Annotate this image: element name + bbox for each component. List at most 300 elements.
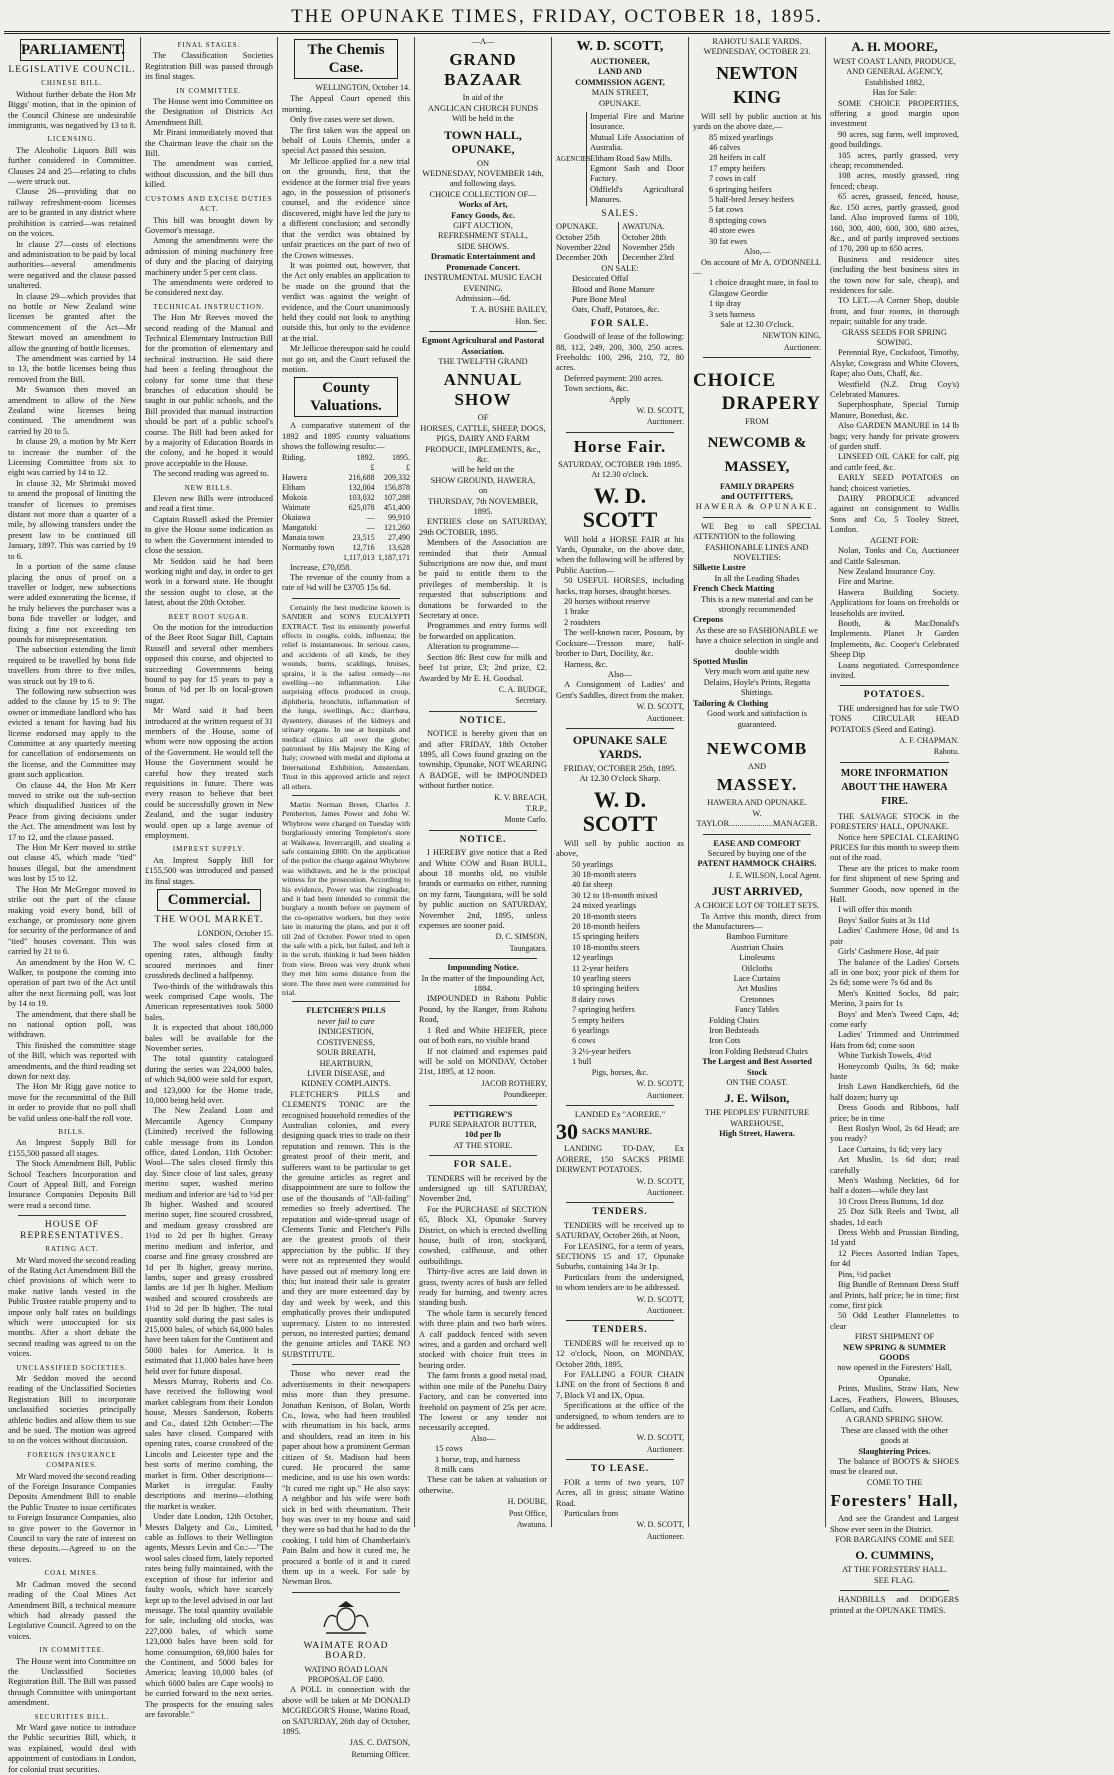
signature: J. E. WILSON, Local Agent. bbox=[728, 870, 821, 880]
section-heading: FINAL STAGES. bbox=[177, 41, 241, 49]
paragraph: This bill was brought down by Governor's message. bbox=[145, 215, 273, 235]
signature: Auctioneer. bbox=[646, 1306, 684, 1315]
text-line: This is a new material and can be strongly recommended bbox=[701, 594, 813, 615]
paragraph: The wool sales closed firm at opening rates, although faulty scoured merinoes and finer crossbreds declined a halfpenny. bbox=[145, 939, 273, 981]
paragraph: 65 acres, grassed, fenced, house, &c. 150 acres, partly grassed, good land. Also improved farms of 100, 160, 300, 400, 600, 300, 680 acres, &c., and of partly improved sections of 170, 200 up to 650 acres. bbox=[830, 192, 959, 254]
stock-item: 6 cows bbox=[572, 1036, 596, 1046]
table-cell: 99,910 bbox=[388, 512, 410, 522]
paragraph: For LEASING, for a term of years, SECTIONS 15 and 17, Opunake Suburbs, containing 14a 3r 1p. bbox=[556, 1241, 684, 1272]
table-cell: 625,078 bbox=[348, 502, 375, 512]
section-heading: SECURITIES BILL. bbox=[34, 1712, 110, 1721]
text-line: Pigs, horses, &c. bbox=[591, 1067, 649, 1077]
paragraph: Will sell by public auction as above, bbox=[556, 838, 684, 859]
section-heading: CHINESE BILL. bbox=[41, 79, 103, 88]
table-cell: 23,515 bbox=[352, 532, 375, 542]
price-item: 25 Doz Silk Reels and Twist, all shades, 1d each bbox=[830, 1207, 959, 1227]
section-heading: COAL MINES. bbox=[44, 1569, 100, 1578]
ailment-item: HEARTBURN, bbox=[319, 1058, 373, 1068]
price-item: Men's Knitted Socks, 8d pair; Merino, 3 pairs for 1s bbox=[830, 988, 959, 1009]
cummins-heading: O. CUMMINS, bbox=[855, 1548, 934, 1563]
text-line: THURSDAY, 7th NOVEMBER, 1895. bbox=[428, 496, 538, 516]
royal-arms-icon bbox=[318, 1597, 374, 1637]
text-line: will be held on the bbox=[451, 465, 515, 475]
goods-item: Iron Bedsteads bbox=[709, 1026, 760, 1036]
paragraph: 20 horses without reserve bbox=[564, 597, 650, 607]
masthead: THE OPUNAKE TIMES, FRIDAY, OCTOBER 18, 1895. bbox=[4, 4, 1110, 34]
column-4 bbox=[415, 37, 552, 1527]
lease-heading: TO LEASE. bbox=[590, 1464, 650, 1475]
tenders-heading: TENDERS. bbox=[592, 1325, 648, 1336]
paragraph: Martin Norman Breen, Charles J. Pemberton, James Power and John W. Whybrow were charged on Tuesday with burglariously entering Templeton's store at Waikawa, Invercargill, and stealing a safe containing £800. On the application of the police the charge against Whybrow was withdrawn, and he is the principal witness for the prosecution. According to his evidence, Power was the ringleader, and it had been intended to commit the burglary a month before on payment of the co-operative workers, but they were late in maturing the plans, and put it off till 2nd of October. Power tried to open the safe with a pick, but failed, and left it in the scrub, thinking it had been hidden from view. Breen was very drunk when they met him some distance from the store. The three men were committed for trial. bbox=[282, 799, 410, 998]
ailment-item: COSTIVENESS, bbox=[317, 1037, 375, 1047]
table-row bbox=[282, 523, 410, 533]
signature: D. C. SIMSON, bbox=[495, 932, 547, 942]
paragraph: In clause 29, a motion by Mr Kerr to increase the number of the Licensing Committee from six to eight was carried by 14 to 12. bbox=[8, 437, 136, 478]
column-5 bbox=[552, 37, 689, 1541]
stock-item: 7 cows in calf bbox=[709, 174, 756, 184]
signature: Auctioneer. bbox=[646, 417, 684, 427]
divider bbox=[566, 1202, 674, 1203]
paragraph: 50 USEFUL HORSES, including hacks, trap horses, draught horses. bbox=[556, 576, 684, 596]
paragraph: An amendment by the Hon W. C. Walker, to postpone the coming into operation of part two of the Act until after the next licensing poll, was lost by 14 to 19. bbox=[8, 957, 136, 1009]
table-cell: 1,117,013 bbox=[342, 552, 375, 562]
divider bbox=[566, 728, 674, 729]
text-line: FAMILY DRAPERS bbox=[720, 481, 794, 491]
goods-list bbox=[693, 932, 821, 1015]
stock-item: 3 2½-year heifers bbox=[572, 1046, 631, 1056]
text-line: Also— bbox=[607, 669, 633, 679]
text-line: ON SALE: bbox=[601, 263, 639, 273]
section-heading: UNCLASSIFIED SOCIETIES. bbox=[16, 1363, 128, 1372]
stock-item: 10 yearling steers bbox=[572, 974, 632, 984]
paragraph: Those who never read the advertisements in their newspapers miss more than they presume. Jonathan Kenison, of Bolan, Worth Co., Iowa, who had been troubled with rheumatism in his back, arms and shoulders, read an item in his paper about how a prominent German citizen of St. Madison had been cured. He procured the same medicine, and to use his own words: "It cured me right up." He also says: A neighbor and his wife were both sick in bed with rheumatism. Their boy was over to my house and said they were so bad that he had to do the cooking. I told him of Chamberlain's Pain Balm and how it cured me, he procured a bottle of it and it cured them up in a week. For sale by Newman Bros. bbox=[282, 1369, 410, 1587]
signature: Auctioneer. bbox=[646, 713, 684, 723]
goods-item: Iron Cots bbox=[709, 1036, 741, 1046]
stock-item: 1 choice draught mare, in foal to Glasgow Geordie bbox=[709, 278, 819, 298]
waimate-heading: WAIMATE ROAD BOARD. bbox=[303, 1640, 389, 1662]
paragraph: SOME CHOICE PROPERTIES, offering a good margin upon investment bbox=[830, 98, 959, 129]
text-line: A CHOICE LOT OF TOILET SETS. bbox=[694, 901, 820, 911]
text-line: The Largest and Best Assorted Stock bbox=[702, 1057, 812, 1077]
awatuna-dates bbox=[618, 222, 684, 264]
text-line: COME TO THE bbox=[866, 1477, 923, 1487]
paragraph: IMPOUNDED in Rahotu Public Pound, by the Ranger, from Rahotu Road, bbox=[419, 994, 547, 1025]
table-cell bbox=[282, 553, 340, 563]
paragraph: The well-known racer, Possum, by Cocksure—Tresson mare, half-brother to Dart, Docility, &c. bbox=[556, 628, 684, 659]
paragraph: LINSEED OIL CAKE for calf, pig and cattle feed, &c. bbox=[830, 452, 959, 472]
agency-item: Mutual Life Association of Australia. bbox=[590, 132, 684, 153]
paragraph: A POLL in connection with the above will be taken at Mr DONALD MCGREGOR'S House, Watino Road, on SATURDAY, 26th day of October, 1895. bbox=[282, 1685, 410, 1737]
price-item: Girls' Cashmere Hose, 4d pair bbox=[838, 947, 939, 957]
paragraph: Particulars from bbox=[564, 1508, 619, 1518]
signature: Secretary. bbox=[515, 696, 547, 706]
paragraph: Mr Ward moved the second reading of the Rating Act Amendment Bill the chief provisions of which were to make native lands vested in the Public Trustee ratable property and to impose only half rates on buildings which were unoccupied for six months. After a short debate the second reading was agreed to on the voices. bbox=[8, 1255, 136, 1359]
paragraph: Without further debate the Hon Mr Biggs' motion, that in the opinion of the Council Chinese are undesirable immigrants, was negatived by 13 to 8. bbox=[8, 89, 136, 131]
agencies-label: AGENCIES bbox=[556, 154, 591, 163]
table-cell: Hawera bbox=[282, 472, 307, 482]
stock-item: 3 sets harness bbox=[709, 309, 756, 319]
paragraph: The following new subsection was added to the clause by 15 to 9: The owner or immediate landlord who has evicted a tenant for having had his license endorsed may apply to the Committee at any quarterly meeting for cancellation of endorsements on the license, and the Committee may grant such application. bbox=[8, 686, 136, 780]
stock-item: 30 18-month steers bbox=[572, 869, 637, 879]
paragraph: THE undersigned has for sale TWO TONS CIRCULAR HEAD POTATOES (Seed and Eating). bbox=[830, 703, 959, 734]
stock-item: 17 empty heifers bbox=[709, 163, 766, 173]
moore-heading: A. H. MOORE, bbox=[851, 39, 938, 54]
stock-list bbox=[556, 860, 684, 1068]
section-heading: BEET ROOT SUGAR. bbox=[168, 612, 250, 621]
paragraph: Deferred payment: 200 acres. bbox=[564, 373, 664, 383]
paragraph: Westfield (N.Z. Drug Coy's) Celebrated Manures. bbox=[830, 379, 959, 399]
table-cell: Okaiawa bbox=[282, 512, 311, 522]
divider bbox=[429, 1155, 537, 1156]
price-item: Dress Webb and Prussian Binding, 1d yard bbox=[830, 1228, 959, 1248]
table-cell: Riding. bbox=[282, 452, 306, 462]
goods-item: Linoleums bbox=[739, 953, 775, 963]
stock-item: 20 18-month steers bbox=[572, 911, 637, 921]
county-heading: County Valuations. bbox=[294, 377, 398, 417]
paragraph: The Appeal Court opened this morning. bbox=[282, 94, 410, 114]
text-line: MAIN STREET, bbox=[591, 88, 649, 98]
column-7 bbox=[826, 37, 963, 1615]
date-item: November 22nd bbox=[556, 242, 611, 252]
divider bbox=[429, 830, 537, 831]
paragraph: An Imprest Supply Bill for £155,500 was introduced and passed its final stages. bbox=[145, 855, 273, 886]
signature: Rahotu. bbox=[933, 747, 959, 757]
goods-item: Art Muslins bbox=[736, 984, 778, 994]
signature: H. DOUBE, bbox=[507, 1497, 547, 1507]
table-row bbox=[282, 543, 410, 553]
text-line: THE PEOPLES' FURNITURE WAREHOUSE, bbox=[704, 1108, 810, 1128]
stock-item: 8 dairy cows bbox=[572, 994, 615, 1004]
paragraph: Only five cases were set down. bbox=[290, 115, 395, 125]
goods-item: Bamboo Furniture bbox=[726, 932, 788, 942]
paragraph: The House went into Committee on the Designation of Districts Act Amendment Bill. bbox=[145, 97, 273, 127]
table-cell: 103,032 bbox=[348, 492, 375, 502]
agency-item: Egmont Sash and Door Factory. bbox=[590, 164, 684, 184]
price-item: Ladies' Cashmere Hose, 0d and 1s pair bbox=[830, 926, 959, 946]
price-item: Best Roslyn Wool, 2s 6d Head; are you ready? bbox=[830, 1124, 959, 1144]
paragraph: Messrs Murray, Roberts and Co. have received the following wool market cablegram from their London house, Messrs Sanderson, Roberts and Co., dated 12th October:—The sales have closed. Compared with opening rates, coarse crossbred of the Lincoln and Leicester type and the best sorts of merino combing, the market is firm. Other descriptions—Market is irregular. Faulty descriptions and merino—clothing the market is weaker. bbox=[145, 1376, 273, 1511]
dateline: LONDON, October 15. bbox=[197, 928, 273, 938]
signature: Hon. Sec. bbox=[515, 316, 547, 326]
text-line: CHOICE COLLECTION OF— bbox=[429, 189, 537, 199]
paragraph: It is expected that about 180,000 bales will be available for the November series. bbox=[145, 1023, 273, 1053]
text-line: PURE SEPARATOR BUTTER, bbox=[429, 1119, 537, 1129]
text-line: AT THE STORE. bbox=[453, 1140, 513, 1150]
paragraph: LANDING TO-DAY, Ex AORERE, 150 SACKS PRIME DERWENT POTATOES. bbox=[556, 1144, 684, 1175]
signature: T.R.P., bbox=[525, 803, 547, 813]
text-line: AUCTIONEER, bbox=[590, 57, 650, 66]
paragraph: I will offer this month bbox=[838, 905, 912, 915]
text-line: COMMISSION AGENT, bbox=[575, 77, 665, 87]
paragraph: 105 acres, partly grassed, very cheap; recommended. bbox=[830, 150, 959, 171]
list-item: 8 milk cans bbox=[435, 1464, 474, 1474]
list-item: Blood and Bone Manure bbox=[572, 284, 655, 294]
scott-large: W. D. SCOTT bbox=[582, 786, 658, 836]
date-item: October 28th bbox=[622, 232, 666, 242]
text-line: Fancy Goods, &c. bbox=[451, 210, 515, 220]
table-cell: 13,628 bbox=[388, 542, 410, 552]
text-line: GRASS SEEDS FOR SPRING SOWING. bbox=[842, 327, 947, 347]
stock-item: 50 yearlings bbox=[572, 859, 614, 869]
stock-item: 1 bull bbox=[572, 1057, 592, 1067]
signature: W. D. SCOTT, bbox=[636, 1176, 684, 1186]
paragraph: Will hold a HORSE FAIR at his Yards, Opunake, on the above date, when the following will be offered by Public Auction— bbox=[556, 534, 684, 575]
massey-heading: MASSEY. bbox=[716, 775, 798, 795]
just-arrived: JUST ARRIVED, bbox=[711, 884, 803, 899]
text-line: on bbox=[478, 486, 488, 496]
paragraph: On the motion for the introduction of the Beet Root Sugar Bill, Captain Russell and several other members opposed this course, and objected to succeeding Governments being bound to pay for 15 years to pay a bonus of ½d per lb on local-grown sugar. bbox=[145, 622, 273, 705]
date-item: November 25th bbox=[622, 242, 675, 252]
section-heading: LICENSING. bbox=[47, 135, 97, 144]
paragraph: A Consignment of Ladies' and Gent's Saddles, direct from the maker. bbox=[556, 680, 684, 700]
price-item: The balance of the Ladies' Corsets all in one box; your pick of them for 2s 6d; some were 7s 6d and 8s bbox=[830, 957, 959, 988]
price-item: Boys' Sailor Suits at 3s 11d bbox=[838, 915, 930, 925]
list-item: Oats, Chaff, Potatoes, &c. bbox=[572, 305, 660, 315]
text-line: WEST COAST LAND, PRODUCE, AND GENERAL AGENCY, bbox=[833, 57, 956, 77]
text-line: Sale at 12.30 O'clock. bbox=[720, 319, 794, 329]
divider bbox=[840, 762, 949, 763]
text-line: AGENT FOR: bbox=[870, 535, 919, 545]
stock-item: 20 18-month heifers bbox=[572, 922, 640, 931]
section-heading: FOREIGN INSURANCE COMPANIES. bbox=[27, 1450, 117, 1470]
text-line: AWATUNA. bbox=[622, 222, 665, 232]
signature: Taungatara. bbox=[509, 943, 547, 953]
stock-item: 6 yearlings bbox=[572, 1026, 609, 1036]
column-1 bbox=[4, 37, 141, 1774]
text-line: ANGLICAN CHURCH FUNDS bbox=[427, 103, 539, 113]
text-line: AND bbox=[747, 761, 767, 771]
notice-heading: NOTICE. bbox=[459, 834, 507, 845]
text-line: NEW SPRING & SUMMER GOODS bbox=[843, 1342, 946, 1362]
text-line: FRIDAY, OCTOBER 25th, 1895. bbox=[563, 763, 677, 773]
signature: Returning Officer. bbox=[351, 1749, 410, 1759]
table-row bbox=[282, 453, 410, 463]
section-heading: IN COMMITTEE. bbox=[39, 1646, 105, 1655]
section-heading: BILLS. bbox=[58, 1128, 86, 1137]
goods-list bbox=[693, 1016, 821, 1058]
paragraph: The revenue of the county from a rate of ⅜d will be £3705 15s 6d. bbox=[282, 573, 410, 593]
list-item: Desiccated Offal bbox=[572, 274, 629, 284]
text-line: Works of Art, bbox=[458, 200, 508, 210]
paragraph: The amendment was carried, without discussion, and the bill thus killed. bbox=[145, 159, 273, 190]
text-line: Has for Sale: bbox=[872, 88, 917, 98]
text-line: PATENT HAMMOCK CHAIRS. bbox=[697, 859, 817, 869]
divider bbox=[18, 1215, 126, 1216]
text-line: FASHIONABLE LINES AND NOVELTIES: bbox=[705, 542, 809, 562]
table-cell: £ bbox=[370, 462, 375, 472]
divider bbox=[429, 1105, 537, 1106]
more-info-heading: MORE INFORMATION ABOUT THE HAWERA FIRE. bbox=[840, 767, 949, 807]
divider bbox=[703, 357, 811, 358]
ailment-item: LIVER DISEASE, and bbox=[307, 1068, 385, 1078]
paragraph: Mr Pirani immediately moved that the Chairman leave the chair on the Bill. bbox=[145, 128, 273, 159]
fletcher-sub: never fail to cure bbox=[317, 1016, 375, 1026]
divider bbox=[566, 1105, 674, 1106]
fletcher-heading: FLETCHER'S PILLS bbox=[306, 1006, 386, 1016]
yards-heading: OPUNAKE SALE YARDS. bbox=[572, 732, 668, 761]
paragraph: Under date London, 12th October, Messrs Dalgety and Co., Limited, cable as follows to their Wellington agents, Messrs Levin and Co.:—"The wool sales closed firm, lately reported rates being fully maintained, with the exception of those for inferior and faulty wools, which have scarcely kept up to the level advised in our last message. The total quantity available for sale, including old stocks, was 227,000 bales, of which some 123,000 bales have been sold for home consumption, 69,000 bales for the Continent, and 5000 bales for America; leaving 10,000 bales (of which 6000 bales are Cape wools) to be carried forward to the next series. The prospects for the ensuing sales are favorable." bbox=[145, 1512, 273, 1719]
table-row bbox=[282, 493, 410, 503]
price-list bbox=[830, 916, 959, 1332]
paragraph: Clause 26—providing that no railway refreshment-room licenses are to be granted in any district where prohibition is carried—was retained on the voices. bbox=[8, 187, 136, 239]
drapery-heading: DRAPERY bbox=[721, 393, 821, 415]
paragraph: 2 roadsters bbox=[564, 617, 601, 627]
price-item: Dress Goods and Ribbons, half price; be in time bbox=[830, 1103, 959, 1123]
text-line: ON bbox=[476, 158, 490, 168]
stock-item: 30 fat ewes bbox=[709, 236, 748, 246]
signature: W. D. SCOTT, bbox=[636, 1294, 684, 1304]
paragraph: Booth, & MacDonald's Implements. Planet Jr Garden Implements, &c. Cooper's Celebrated Sheep Dip bbox=[830, 618, 959, 660]
paragraph: Town sections, &c. bbox=[564, 384, 629, 394]
paragraph: The Stock Amendment Bill, Public School Teachers Incorporation and Court of Appeal Bill, and Foreign Insurance Companies Deposits Bill were read a second time. bbox=[8, 1159, 136, 1210]
stock-item: 40 fat sheep bbox=[572, 880, 613, 890]
table-cell: 1892. bbox=[356, 452, 375, 462]
text-line: Good work and satisfaction is guaranteed. bbox=[706, 709, 808, 729]
paragraph: 108 acres, mostly grassed, ring fenced; cheap. bbox=[830, 171, 959, 191]
commercial-heading: Commercial. bbox=[157, 889, 261, 911]
columns bbox=[4, 37, 1110, 1774]
paragraph: The subsection extending the limit required to be travelled by bona fide travellers from three to five miles, was struck out by 19 to 6. bbox=[8, 645, 136, 686]
table-cell: Mangatoki bbox=[282, 522, 317, 532]
price-item: Big Bundle of Remnant Dress Stuff and Prints, half price; be in time; first come, first pick bbox=[830, 1280, 959, 1310]
yards-heading: RAHOTU SALE YARDS. bbox=[712, 37, 802, 46]
ailment-item: KIDNEY COMPLAINTS. bbox=[301, 1079, 391, 1089]
text-line: FROM bbox=[745, 417, 769, 427]
text-line: Also— bbox=[470, 1433, 496, 1443]
divider bbox=[840, 1590, 949, 1591]
text-line: A GRAND SPRING SHOW. bbox=[845, 1415, 944, 1425]
text-line: These are classed with the other goods at bbox=[840, 1425, 949, 1446]
paragraph: Alteration to programme— bbox=[427, 642, 519, 652]
goods-item: Austrian Chairs bbox=[730, 942, 784, 952]
table-cell: Mokoia bbox=[282, 492, 307, 502]
list-item: 15 cows bbox=[435, 1444, 463, 1454]
paragraph: Superphosphate, Special Turnip Manure, Bonedust, &c. bbox=[830, 400, 959, 420]
paragraph: The Alcoholic Liquors Bill was further considered in Committee. Clauses 24 and 25—relating to clubs —were struck out. bbox=[8, 145, 136, 187]
section-heading: TECHNICAL INSTRUCTION. bbox=[153, 302, 265, 311]
divider bbox=[429, 711, 537, 712]
table-cell: £ bbox=[406, 462, 410, 472]
paragraph: Harness, &c. bbox=[564, 659, 608, 669]
text-line: WEDNESDAY, NOVEMBER 14th, and following days. bbox=[422, 169, 544, 189]
paragraph: These are the prices to make room for first shipment of new Spring and Summer Goods, now opened in the Hall. bbox=[830, 863, 959, 905]
text-line: OPUNAKE. bbox=[556, 222, 599, 232]
paragraph: The second reading was agreed to. bbox=[153, 469, 269, 479]
stock-item: 1 tip dray bbox=[709, 299, 742, 309]
table-row bbox=[282, 503, 410, 513]
sales-heading: SALES. bbox=[601, 208, 639, 219]
paragraph: FOR a term of two years, 107 Acres, all in grass; situate Watino Road. bbox=[556, 1477, 684, 1508]
column-6 bbox=[689, 37, 826, 1527]
goods-item: Lace Curtains bbox=[733, 974, 781, 983]
text-line: Admission—6d. bbox=[455, 293, 511, 303]
divider bbox=[566, 1320, 674, 1321]
table-cell: 12,716 bbox=[352, 542, 375, 552]
paragraph: 90 acres, sug farm, well improved, good buildings. bbox=[830, 129, 959, 150]
text-line: GIFT AUCTION, bbox=[453, 221, 513, 231]
dateline: WELLINGTON, October 14. bbox=[315, 83, 410, 92]
paragraph: Mr Ward moved the second reading of the Foreign Insurance Companies Deposits Amendment Bill to enable the Public Trustee to issue certificates to Foreign Insurance Companies, also to give power to the Governor in Council to vary the rate of interest on these deposits.—Agreed to on the voices. bbox=[8, 1471, 136, 1564]
text-line: HAWERA & OPUNAKE. bbox=[695, 502, 819, 512]
stock-item: 12 yearlings bbox=[572, 953, 614, 963]
price-item: Art Muslin, 1s 6d doz; read carefully bbox=[830, 1155, 959, 1175]
table-cell: 121,260 bbox=[384, 522, 410, 532]
signature: Auctioneer. bbox=[646, 1531, 684, 1541]
paragraph: The amendment was carried by 14 to 13, the bottle licenses being thus removed from the Bill. bbox=[8, 353, 136, 384]
paragraph: Business and residence sites (including the best business sites in the town now for sale, cheap), and residences for sale. bbox=[830, 254, 959, 295]
text-line: Established 1882, bbox=[864, 77, 925, 87]
product-heading: Tailoring & Clothing bbox=[693, 698, 769, 708]
parliament-heading: PARLIAMENT. bbox=[20, 39, 124, 61]
signature: W. D. SCOTT, bbox=[636, 1079, 684, 1089]
house-heading: HOUSE OF REPRESENTATIVES. bbox=[20, 1220, 124, 1241]
forsale-heading: FOR SALE. bbox=[590, 318, 650, 329]
table-cell: 107,288 bbox=[384, 492, 410, 502]
table-cell: 1895. bbox=[392, 452, 410, 462]
table-cell: 451,400 bbox=[384, 502, 410, 512]
horsefair-heading: Horse Fair. bbox=[573, 436, 667, 456]
scott-heading: W. D. SCOTT, bbox=[576, 39, 664, 54]
signature: JACOB ROTHERY, bbox=[481, 1078, 547, 1088]
paragraph: The Classification Societies Registration Bill was passed through its final stages. bbox=[145, 51, 273, 82]
stock-item: 24 mixed yearlings bbox=[572, 901, 637, 911]
price-item: Irish Lawn Handkerchiefs, 6d the half dozen; hurry up bbox=[830, 1082, 959, 1102]
divider bbox=[840, 685, 949, 686]
text-line: Slaughtering Prices. bbox=[858, 1446, 931, 1456]
manure-label: SACKS MANURE. bbox=[582, 1127, 652, 1137]
signature: NEWTON KING, bbox=[762, 331, 821, 341]
paragraph: The New Zealand Loan and Mercantile Agency Company (Limited) received the following cable message from its London office, dated London, 11th October: Wool—The sales closed firmly this day. Since close of last sales, greasy merino super, washed merino medium and inferior are ¼d to ½d per lb higher. Washed and scoured merino super, fine scoured crossbred, and medium greasy crossbred are 1½d to 2d per lb higher. Greasy merino medium and inferior, and coarse and fine greasy crossbred are 1d per lb higher, greasy merino, lambs, super and greasy crossbred lambs are 1d per lb higher. Medium washed and scoured crossbreds are 1½d to 2d per lb higher. The total quantity sold during the past sales is 215,000 bales, of which 64,000 bales have been taken for the Continent and 5000 bales for America. It is estimated that 11,000 bales have been held over for future disposal. bbox=[145, 1106, 273, 1376]
signature: Awatuna. bbox=[516, 1519, 547, 1529]
agency-item: Oldfield's Agricultural Manures. bbox=[590, 184, 684, 205]
signature: Post Office, bbox=[508, 1508, 547, 1518]
table-cell: 1,187,171 bbox=[378, 552, 410, 562]
stock-list bbox=[693, 278, 821, 320]
impounding-heading: Impounding Notice. bbox=[447, 963, 519, 973]
product-heading: Spotted Muslin bbox=[693, 657, 748, 667]
chemis-heading: The Chemis Case. bbox=[294, 39, 398, 79]
price-item: 12 Pieces Assorted Indian Tapes, for 4d bbox=[830, 1248, 959, 1269]
paragraph: FLETCHER'S PILLS and CLEMENTS TONIC are the recognised household remedies of the Australian colonies, and every designing quack tries to trade on their reputation and renown. This is the greatest proof of their merit, and sufferers want to be particular to get the genuine articles as regret and disappointment are sure to follow the use of the thousands of "All-failing" remedies so freely advertised. The reputation and wide-spread usage of Clements Tonic and Fletcher's Pills are the greatest proofs of their appreciation by the public. If they were not as represented they would have passed out of memory long ere this; but instead their sale is greater and they are more esteemed day by day and week by week, and this emphatically proves their undisputed supremacy. Listen to no interested person, no interested parties; demand the genuine articles and TAKE NO SUBSTITUTE. bbox=[282, 1089, 410, 1359]
paragraph: In a portion of the same clause placing the onus of proof on a traveller or lodger, new subsections were added exonerating the license, if he truly believes the purchaser was a bona fide traveller or lodger, and fixing a fine not exceeding ten pounds for misrepresentation. bbox=[8, 562, 136, 644]
price-item: Honeycomb Quilts, 3s 6d; make haste bbox=[830, 1061, 959, 1081]
paragraph: The Hon Mr Reeves moved the second reading of the Manual and Technical Elementary Instruction Bill for the promotion of elementary and technical instruction. He said there had been a feeling throughout the colony for some time that these branches of education should be taught in our public schools, and the Bill provided that manual instruction should be part of a public school's course. The Bill had been asked for by a majority of Education Boards in the colony, and he hoped it would prove acceptable to the House. bbox=[145, 313, 273, 468]
paragraph: The Hon Mr Kerr moved to strike out clause 45, which made "tied" houses illegal, but the amendment was lost by 15 to 12. bbox=[8, 843, 136, 884]
paragraph: The amendment, that there shall be no national option poll, was withdrawn. bbox=[8, 1009, 136, 1040]
product-heading: Silkette Lustre bbox=[693, 563, 746, 573]
tenders-heading: TENDERS. bbox=[592, 1207, 648, 1218]
text-line: FIRST SHIPMENT OF bbox=[854, 1332, 935, 1342]
wool-heading: THE WOOL MARKET. bbox=[154, 915, 264, 926]
opunake-dates bbox=[556, 222, 618, 264]
paragraph: THE SALVAGE STOCK in the FORESTERS' HALL, OPUNAKE. bbox=[830, 811, 959, 832]
bazaar-heading: GRAND BAZAAR bbox=[444, 50, 522, 90]
signature: K. V. BREACH, bbox=[494, 792, 547, 802]
date-item: December 23rd bbox=[622, 253, 674, 263]
paragraph: The amendments were ordered to be considered next day. bbox=[145, 277, 273, 298]
table-cell: 156,878 bbox=[384, 482, 410, 492]
stock-item: 30 12 to 18-month mixed bbox=[572, 890, 658, 900]
divider bbox=[292, 795, 400, 796]
wilson-heading: J. E. Wilson, bbox=[724, 1091, 790, 1106]
agencies-block bbox=[556, 112, 684, 206]
text-line: At 12.30 o'clock. bbox=[591, 470, 649, 480]
stock-item: 28 heifers in calf bbox=[709, 153, 766, 163]
annual-show-heading: ANNUAL SHOW bbox=[443, 370, 523, 410]
goods-item: Fancy Tables bbox=[734, 1005, 780, 1015]
text-line: LAND AND bbox=[598, 67, 642, 77]
signature: W. D. SCOTT, bbox=[636, 1433, 684, 1443]
